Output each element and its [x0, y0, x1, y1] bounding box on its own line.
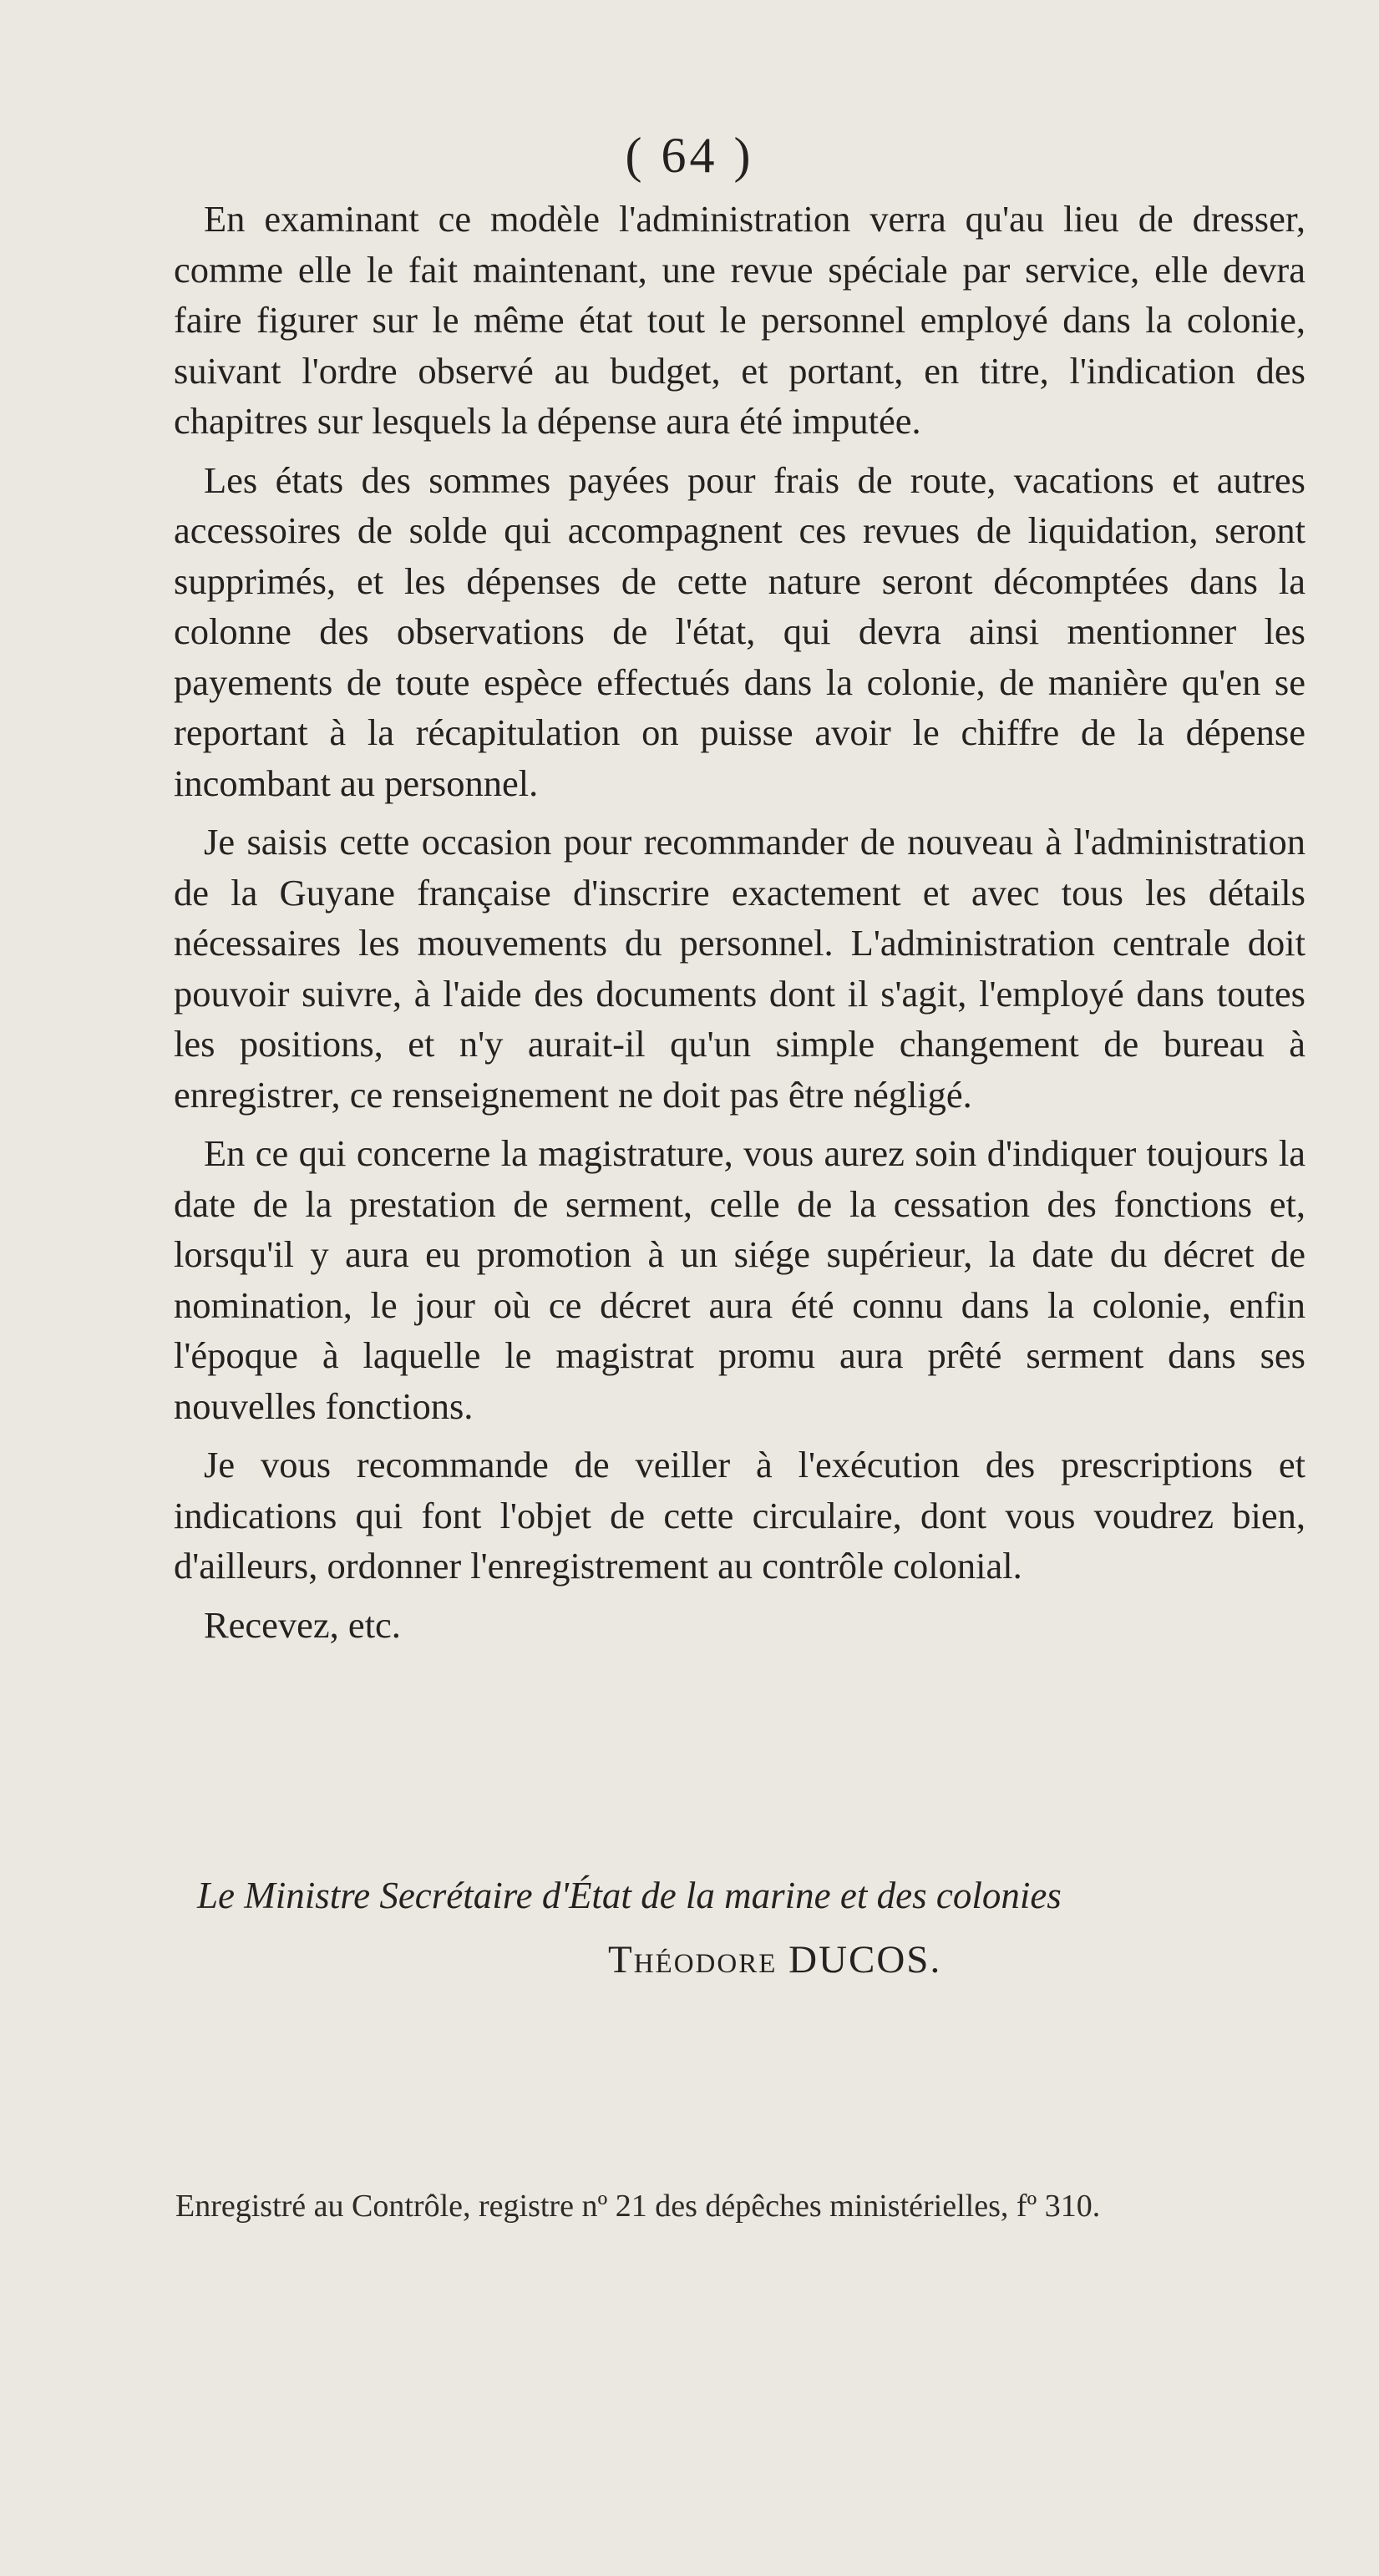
signatory-name	[608, 1937, 1379, 1982]
paragraph-frais-de-route: Les états des sommes payées pour frais de route, vacations et autres accessoires de solde qui accompagnent ces revues de liquidation, seront supprimés, et les dépenses de cette nature seront décomptées dans la colonne des observations de l'état, qui devra ainsi mentionner les payements de toute espèce effectués dans la colonie, de manière qu'en se reportant à la récapitulation on puisse avoir le chiffre de la dépense incombant au personnel.	[174, 458, 1305, 804]
registration-note: Enregistré au Contrôle, registre nº 21 des dépêches ministérielles, fº 310.	[175, 2189, 1101, 2224]
page-number: ( 64 )	[625, 128, 754, 183]
paragraph-model-revue: En examinant ce modèle l'administration verra qu'au lieu de dresser, comme elle le fait maintenant, une revue spéciale par service, elle devra faire figurer sur le même état tout le personnel employé dans la colonie, suivant l'ordre observé au budget, et portant, en titre, l'indication des chapitres sur lesquels la dépense aura été imputée.	[174, 198, 1305, 442]
paragraph-magistrature: En ce qui concerne la magistrature, vous aurez soin d'indiquer toujours la date de la prestation de serment, celle de la cessation des fonctions et, lorsqu'il y aura eu promotion à un siége supérieur, la date du décret de nomination, le jour où ce décret aura été connu dans la colonie, enfin l'époque à laquelle le magistrat promu aura prêté serment dans ses nouvelles fonctions.	[174, 1132, 1305, 1427]
letter-body	[174, 194, 1305, 1658]
signature-block	[174, 1874, 1379, 1982]
paragraph-mouvements-personnel: Je saisis cette occasion pour recommander de nouveau à l'administration de la Guyane française d'inscrire exactement et avec tous les détails nécessaires les mouvements du personnel. L'administration centrale doit pouvoir suivre, à l'aide des documents dont il s'agit, l'employé dans toutes les positions, et n'y aurait-il qu'un simple changement de bureau à enregistrer, ce renseignement ne doit pas être négligé.	[174, 821, 1305, 1116]
signatory-last-name: DUCOS.	[788, 1938, 942, 1981]
signatory-title: Le Ministre Secrétaire d'État de la marine et des colonies	[197, 1875, 1062, 1916]
signatory-first-name: Théodore	[608, 1938, 778, 1981]
paragraph-salutation: Recevez, etc.	[204, 1603, 401, 1646]
paragraph-recommandation: Je vous recommande de veiller à l'exécution des prescriptions et indications qui font l'objet de cette circulaire, dont vous voudrez bien, d'ailleurs, ordonner l'enregistrement au contrôle colonial.	[174, 1444, 1305, 1587]
